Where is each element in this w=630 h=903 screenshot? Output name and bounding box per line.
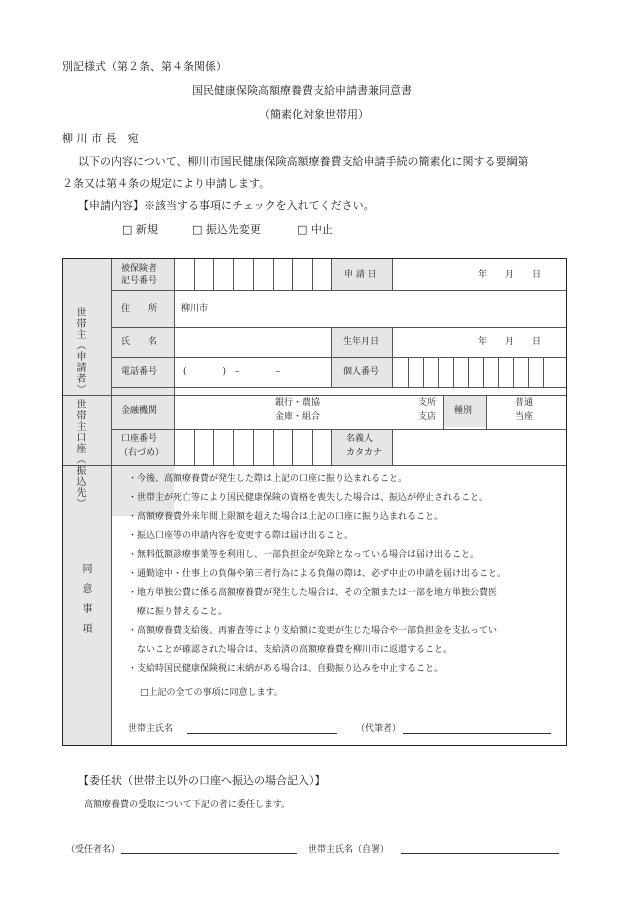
name-label: 氏 名 (121, 337, 158, 347)
consent-list (128, 470, 506, 679)
householder-self-sign-line[interactable] (401, 853, 559, 854)
consent-item: ないことが確認された場合は、支給済の高額療養費を柳川市に返還すること。 (128, 645, 453, 655)
householder-sign-line[interactable] (187, 733, 337, 734)
bank-label: 金融機関 (121, 406, 158, 416)
delegation-text: 高額療養費の受取について下記の者に委任します。 (84, 800, 291, 810)
consent-item: ・地方単独公費に係る高額療養費が発生した場合は、その全額または一部を地方単独公費医 (128, 588, 498, 598)
birth-date-label: 生年月日 (343, 337, 380, 347)
my-number-label: 個人番号 (343, 367, 380, 377)
consent-item: ・今後、高額療養費が発生した際は上記の口座に振り込まれること。 (128, 474, 408, 484)
account-number-note: （右づめ） (119, 448, 165, 458)
address-field[interactable]: 柳川市 (181, 304, 209, 314)
consent-item: ・無料低額診療事業等を利用し、一部負担金が免除となっている場合は届け出ること。 (128, 550, 480, 560)
branch-shisho: 支所 (418, 398, 437, 408)
householder-self-sign-label: 世帯主氏名（自署） (308, 845, 390, 855)
householder-sign-label: 世帯主氏名 (128, 724, 174, 734)
address-label: 住 所 (121, 304, 158, 314)
branch-shiten: 支店 (418, 412, 437, 422)
account-type-current[interactable]: 当座 (515, 412, 534, 422)
section-consent-label: 同意事項 (80, 563, 91, 643)
consent-item: ・支給時国民健康保険税に未納がある場合は、自動振り込みを中止すること。 (128, 664, 444, 674)
consent-item: ・振込口座等の申請内容を変更する際は届け出ること。 (128, 531, 354, 541)
form-label: 別記様式（第２条、第４条関係） (62, 60, 227, 73)
option-stop-checkbox[interactable]: □ 中止 (297, 223, 333, 236)
application-date-field[interactable]: 年 月 日 (478, 270, 542, 280)
account-type-label: 種別 (454, 406, 473, 416)
consent-item: ・高額療養費支給後、再審査等により支給額に変更が生じた場合や一部負担金を支払ってい (128, 626, 498, 636)
account-number-label: 口座番号 (121, 434, 158, 444)
option-new-checkbox[interactable]: □ 新規 (122, 223, 158, 236)
delegate-name-line[interactable] (121, 853, 297, 854)
section-account-label: 世帯主口座（振込先） (74, 399, 85, 509)
delegate-name-label: （受任者名） (66, 845, 121, 855)
intro-line-1: 以下の内容について、柳川市国民健康保険高額療養費支給申請手続の簡素化に関する要綱第 (78, 155, 529, 168)
delegation-heading: 【委任状（世帯主以外の口座へ振込の場合記入）】 (78, 774, 326, 787)
proxy-sign-label: （代筆者） (356, 724, 402, 734)
page-title: 国民健康保険高額療養費支給申請書兼同意書 (192, 84, 412, 97)
account-holder-kana-label: カタカナ (346, 448, 383, 458)
insured-number-label: 被保険者 記号番号 (121, 264, 158, 286)
bank-type-shinkin-kumiai: 金庫・組合 (275, 412, 321, 422)
intro-line-2: ２条又は第４条の規定により申請します。 (62, 177, 271, 190)
phone-label: 電話番号 (121, 367, 158, 377)
request-heading: 【申請内容】※該当する事項にチェックを入れてください。 (78, 199, 375, 212)
account-holder-label: 名義人 (346, 434, 374, 444)
application-date-label: 申 請 日 (344, 270, 377, 280)
consent-item: ・高額療養費外来年間上限額を超えた場合は上記の口座に振り込まれること。 (128, 512, 444, 522)
agree-all-checkbox[interactable]: □上記の全ての事項に同意します。 (140, 688, 283, 698)
birth-date-field[interactable]: 年 月 日 (478, 337, 542, 347)
proxy-sign-line[interactable] (403, 733, 551, 734)
option-change-account-checkbox[interactable]: □ 振込先変更 (192, 223, 261, 236)
consent-item: 療に振り替えること。 (128, 607, 228, 617)
account-type-ordinary[interactable]: 普通 (515, 398, 534, 408)
consent-item: ・通勤途中・仕事上の負傷や第三者行為による負傷の際は、必ず中止の申請を届け出ること。 (128, 569, 507, 579)
page-subtitle: （簡素化対象世帯用） (259, 108, 369, 121)
addressee: 柳 川 市 長 宛 (62, 132, 139, 145)
bank-type-bank-ja: 銀行・農協 (275, 398, 321, 408)
phone-field[interactable]: ( ) – – (183, 367, 281, 377)
consent-item: ・世帯主が死亡等により国民健康保険の資格を喪失した場合は、振込が停止されること。 (128, 493, 489, 503)
section-applicant-label: 世帯主（申請者） (74, 307, 85, 395)
